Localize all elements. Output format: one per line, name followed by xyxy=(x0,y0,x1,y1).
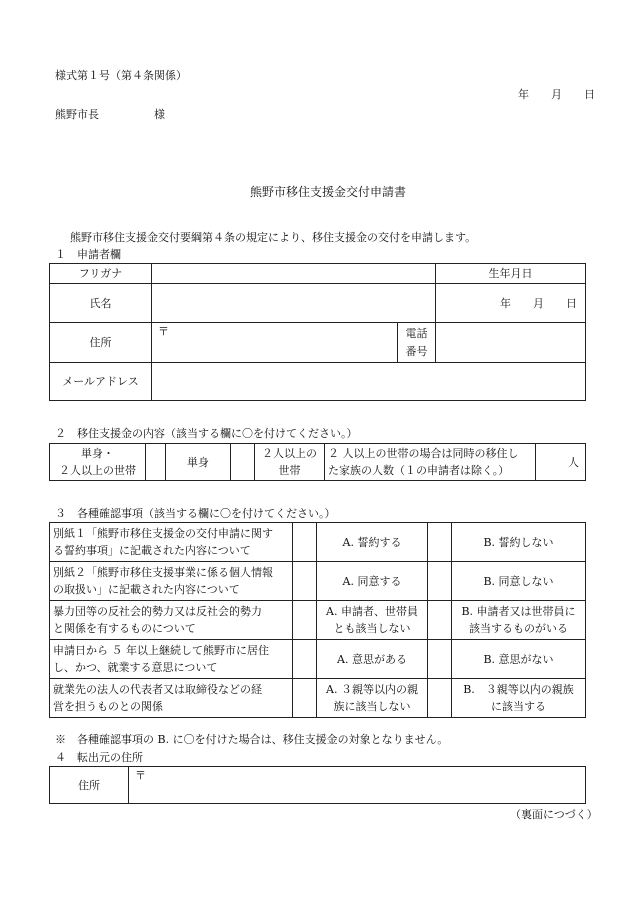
option-b-label: B. 申請者又は世帯員に 該当するものがいる xyxy=(452,601,586,640)
option-a-label: A. 申請者、世帯員 とも該当しない xyxy=(317,601,428,640)
confirmation-row xyxy=(50,523,586,562)
email-label: メールアドレス xyxy=(50,363,152,401)
option-b-check[interactable] xyxy=(428,640,452,679)
multi-check[interactable] xyxy=(231,444,255,481)
phone-field[interactable] xyxy=(436,323,586,363)
household-category-label: 単身・ ２人以上の世帯 xyxy=(50,444,146,481)
section2-heading: ２ 移住支援金の内容（該当する欄に〇を付けてください。） xyxy=(55,427,358,440)
unit-label: 人 xyxy=(568,455,579,469)
phone-label: 電話 番号 xyxy=(398,323,436,363)
option-a-check[interactable] xyxy=(293,601,317,640)
single-check[interactable] xyxy=(146,444,166,481)
furigana-field[interactable] xyxy=(152,264,436,284)
confirmation-table xyxy=(49,522,586,718)
address-label: 住所 xyxy=(50,323,152,363)
option-b-check[interactable] xyxy=(428,523,452,562)
confirmation-item: 暴力団等の反社会的勢力又は反社会的勢力 と関係を有するものについて xyxy=(50,601,293,640)
submission-date: 年 月 日 xyxy=(518,88,595,101)
postal-mark: 〒 xyxy=(158,325,169,338)
confirmation-row xyxy=(50,601,586,640)
family-count-field[interactable] xyxy=(536,444,586,481)
option-a-label: A. 意思がある xyxy=(317,640,428,679)
option-a-label: A. ３親等以内の親 族に該当しない xyxy=(317,679,428,718)
form-number: 様式第１号（第４条関係） xyxy=(55,69,187,82)
confirmation-item: 別紙１「熊野市移住支援金の交付申請に関す る誓約事項」に記載された内容について xyxy=(50,523,293,562)
applicant-table xyxy=(49,263,586,401)
birthdate-label: 生年月日 xyxy=(436,264,586,284)
confirmation-row xyxy=(50,562,586,601)
name-field[interactable] xyxy=(152,284,436,323)
family-count-note: ２ 人以上の世帯の場合は同時の移住し た家族の人数（１の申請者は除く。） xyxy=(325,444,536,481)
option-a-label: A. 同意する xyxy=(317,562,428,601)
option-a-check[interactable] xyxy=(293,640,317,679)
option-b-label: B. ３親等以内の親族 に該当する xyxy=(452,679,586,718)
previous-address-field[interactable] xyxy=(129,767,586,804)
confirmation-item: 就業先の法人の代表者又は取締役などの経 営を担うものとの関係 xyxy=(50,679,293,718)
section3-heading: ３ 各種確認事項（該当する欄に〇を付けてください。） xyxy=(55,507,336,520)
furigana-label: フリガナ xyxy=(50,264,152,284)
postal-mark: 〒 xyxy=(135,769,146,782)
previous-address-table xyxy=(49,766,586,804)
option-b-check[interactable] xyxy=(428,562,452,601)
address-field[interactable] xyxy=(152,323,398,363)
confirmation-item: 申請日から ５ 年以上継続して熊野市に居住 し、かつ、就業する意思について xyxy=(50,640,293,679)
option-b-label: B. 誓約しない xyxy=(452,523,586,562)
birthdate-field[interactable]: 年 月 日 xyxy=(436,284,586,323)
confirmation-row xyxy=(50,679,586,718)
addressee: 熊野市長 様 xyxy=(55,108,165,121)
section1-heading: １ 申請者欄 xyxy=(55,248,121,261)
single-label: 単身 xyxy=(166,444,231,481)
option-b-label: B. 同意しない xyxy=(452,562,586,601)
continued-note: （裏面につづく） xyxy=(510,808,598,821)
option-b-check[interactable] xyxy=(428,601,452,640)
option-b-label: B. 意思がない xyxy=(452,640,586,679)
confirmation-row xyxy=(50,640,586,679)
name-label: 氏名 xyxy=(50,284,152,323)
option-a-check[interactable] xyxy=(293,679,317,718)
support-content-table xyxy=(49,443,586,481)
section4-heading: ４ 転出元の住所 xyxy=(55,751,143,764)
intro-text: 熊野市移住支援金交付要綱第４条の規定により、移住支援金の交付を申請します。 xyxy=(70,231,477,244)
option-a-label: A. 誓約する xyxy=(317,523,428,562)
previous-address-label: 住所 xyxy=(50,767,129,804)
option-a-check[interactable] xyxy=(293,562,317,601)
confirmation-note: ※ 各種確認事項の B. に〇を付けた場合は、移住支援金の対象となりません。 xyxy=(55,733,449,746)
multi-label: ２人以上の 世帯 xyxy=(255,444,325,481)
option-a-check[interactable] xyxy=(293,523,317,562)
email-field[interactable] xyxy=(152,363,586,401)
document-title: 熊野市移住支援金交付申請書 xyxy=(250,185,407,199)
confirmation-item: 別紙２「熊野市移住支援事業に係る個人情報 の取扱い」に記載された内容について xyxy=(50,562,293,601)
option-b-check[interactable] xyxy=(428,679,452,718)
